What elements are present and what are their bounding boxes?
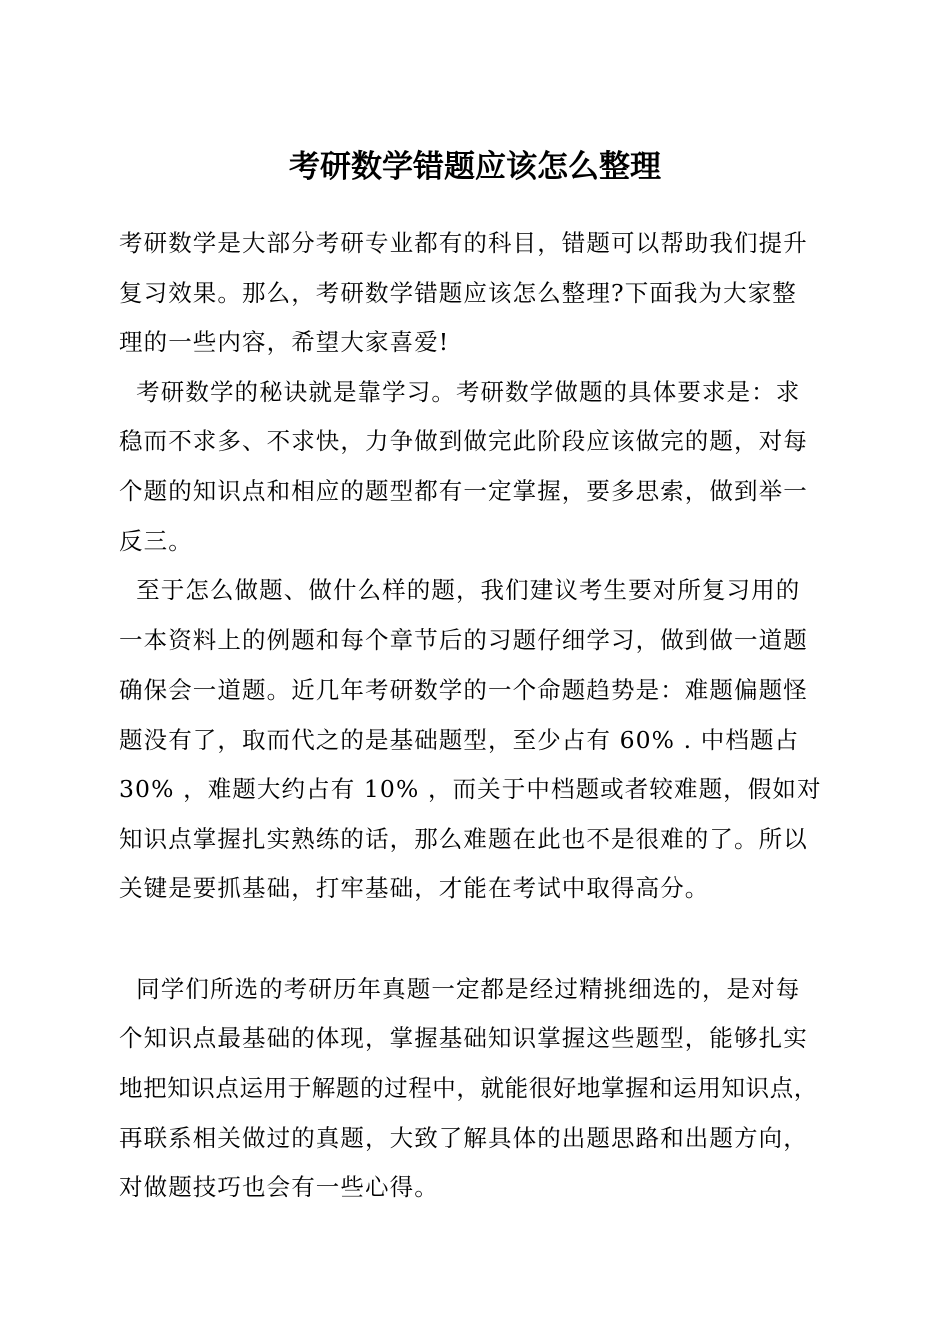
paragraph-2-line-2: 稳而不求多、不求快，力争做到做完此阶段应该做完的题，对每 — [119, 427, 808, 455]
paragraph-3-line-3: 确保会一道题。近几年考研数学的一个命题趋势是：难题偏题怪 — [119, 676, 808, 704]
paragraph-3-line-5: 30% ，难题大约占有 10% ，而关于中档题或者较难题，假如对 — [119, 775, 822, 803]
paragraph-3-line-6: 知识点掌握扎实熟练的话，那么难题在此也不是很难的了。所以 — [119, 825, 808, 853]
paragraph-2-line-3: 个题的知识点和相应的题型都有一定掌握，要多思索，做到举一 — [119, 477, 808, 505]
paragraph-1-line-2: 复习效果。那么，考研数学错题应该怎么整理?下面我为大家整 — [119, 279, 797, 307]
paragraph-4-line-1: 同学们所选的考研历年真题一定都是经过精挑细选的，是对每 — [119, 975, 801, 1003]
paragraph-4-line-4: 再联系相关做过的真题，大致了解具体的出题思路和出题方向， — [119, 1124, 808, 1152]
paragraph-1-line-1: 考研数学是大部分考研专业都有的科目，错题可以帮助我们提升 — [119, 229, 808, 257]
paragraph-3-line-1: 至于怎么做题、做什么样的题，我们建议考生要对所复习用的 — [119, 576, 801, 604]
paragraph-2-line-1: 考研数学的秘诀就是靠学习。考研数学做题的具体要求是：求 — [119, 378, 801, 406]
paragraph-4-line-3: 地把知识点运用于解题的过程中，就能很好地掌握和运用知识点， — [119, 1074, 818, 1102]
paragraph-4-line-5: 对做题技巧也会有一些心得。 — [119, 1173, 439, 1201]
paragraph-3-line-4: 题没有了，取而代之的是基础题型，至少占有 60% . 中档题占 — [119, 726, 800, 754]
paragraph-3-line-7: 关键是要抓基础，打牢基础，才能在考试中取得高分。 — [119, 874, 710, 902]
paragraph-2-line-4: 反三。 — [119, 527, 193, 555]
paragraph-1-line-3: 理的一些内容，希望大家喜爱! — [119, 328, 450, 356]
document-title: 考研数学错题应该怎么整理 — [289, 149, 661, 185]
paragraph-3-line-2: 一本资料上的例题和每个章节后的习题仔细学习，做到做一道题 — [119, 626, 808, 654]
paragraph-4-line-2: 个知识点最基础的体现，掌握基础知识掌握这些题型，能够扎实 — [119, 1024, 808, 1052]
